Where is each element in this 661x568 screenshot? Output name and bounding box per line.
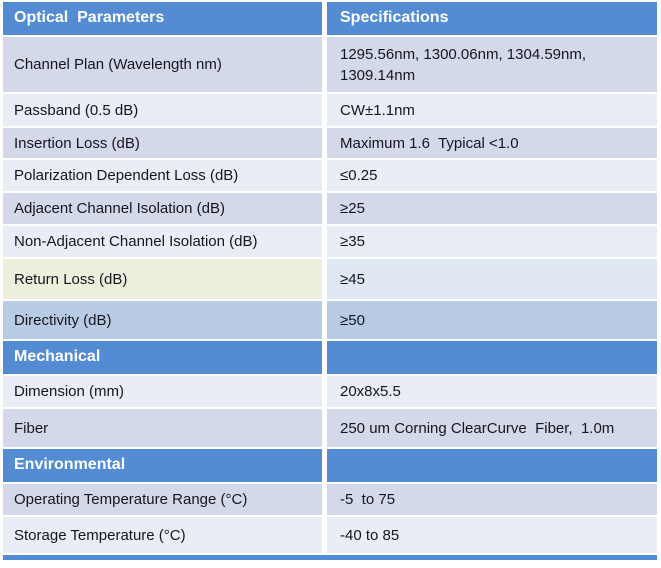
row-directivity-param: Directivity (dB)	[3, 301, 322, 339]
row-passband-param: Passband (0.5 dB)	[3, 94, 322, 126]
row-nonadjacent-isolation-param: Non-Adjacent Channel Isolation (dB)	[3, 226, 322, 257]
row-adjacent-isolation-spec: ≥25	[327, 193, 657, 224]
row-dimension-spec: 20x8x5.5	[327, 376, 657, 407]
row-adjacent-isolation-param: Adjacent Channel Isolation (dB)	[3, 193, 322, 224]
row-return-loss-spec: ≥45	[327, 259, 657, 299]
row-dimension-param: Dimension (mm)	[3, 376, 322, 407]
row-nonadjacent-isolation-spec: ≥35	[327, 226, 657, 257]
row-channel-plan-param: Channel Plan (Wavelength nm)	[3, 37, 322, 92]
column-header-specifications: Specifications	[327, 2, 657, 35]
row-passband-spec: CW±1.1nm	[327, 94, 657, 126]
row-fiber-param: Fiber	[3, 409, 322, 447]
row-insertion-loss-param: Insertion Loss (dB)	[3, 128, 322, 158]
row-operating-temp-param: Operating Temperature Range (°C)	[3, 484, 322, 515]
row-fiber-spec: 250 um Corning ClearCurve Fiber, 1.0m	[327, 409, 657, 447]
column-header-optical-parameters: Optical Parameters	[3, 2, 322, 35]
row-pdl-param: Polarization Dependent Loss (dB)	[3, 160, 322, 191]
section-header-environmental: Environmental	[3, 449, 322, 482]
spec-table	[3, 2, 657, 560]
table-bottom-border	[3, 555, 657, 560]
row-storage-temp-spec: -40 to 85	[327, 517, 657, 553]
row-channel-plan-spec: 1295.56nm, 1300.06nm, 1304.59nm, 1309.14nm	[327, 37, 657, 92]
row-pdl-spec: ≤0.25	[327, 160, 657, 191]
row-storage-temp-param: Storage Temperature (°C)	[3, 517, 322, 553]
section-header-mechanical: Mechanical	[3, 341, 322, 374]
section-header-environmental-spacer	[327, 449, 657, 482]
row-return-loss-param: Return Loss (dB)	[3, 259, 322, 299]
row-insertion-loss-spec: Maximum 1.6 Typical <1.0	[327, 128, 657, 158]
row-operating-temp-spec: -5 to 75	[327, 484, 657, 515]
row-directivity-spec: ≥50	[327, 301, 657, 339]
section-header-mechanical-spacer	[327, 341, 657, 374]
